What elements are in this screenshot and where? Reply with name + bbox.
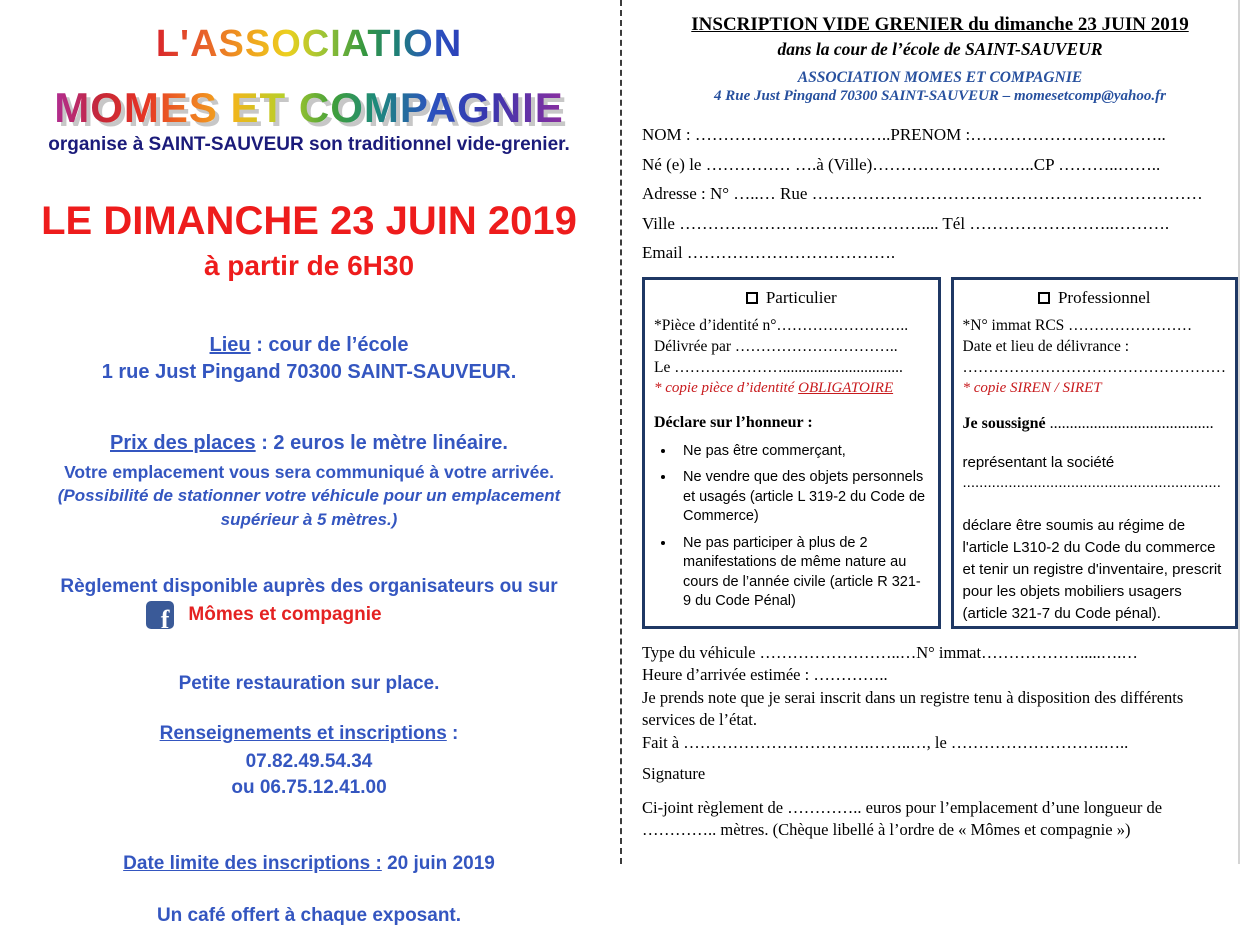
price-label: Prix des places	[110, 432, 256, 454]
societe-dots: ..............................................................	[962, 473, 1221, 491]
flyer-subtitle: organise à SAINT-SAUVEUR son traditionnel vide-grenier.	[48, 134, 570, 155]
field-nom-prenom: NOM : ……………………………..PRENOM :……………………………..	[642, 125, 1166, 144]
bullet-commercant: • Ne pas être commerçant,	[676, 442, 929, 462]
contact-block: Renseignements et inscriptions :	[159, 723, 459, 744]
form-title: INSCRIPTION VIDE GRENIER du dimanche 23 JUIN 2019	[691, 14, 1189, 35]
soussigne-line: Je soussigné .........................................	[962, 414, 1214, 432]
status-boxes	[642, 277, 1238, 629]
phone-number-1: 07.82.49.54.34	[245, 751, 373, 772]
parking-note: (Possibilité de stationner votre véhicule pour un emplacement supérieur à 5 mètres.)	[57, 486, 561, 529]
association-title-line2	[0, 66, 618, 135]
deadline-label: Date limite des inscriptions :	[123, 853, 382, 874]
rcs-line: *N° immat RCS ……………………	[962, 316, 1193, 334]
le-date-line: Le …………………...............................	[654, 358, 903, 376]
flyer-panel	[0, 0, 618, 926]
delivree-par-line: Délivrée par …………………………..	[654, 337, 898, 355]
copie-identite-note: * copie pièce d’identité OBLIGATOIRE	[654, 379, 894, 396]
signature-label: Signature	[642, 764, 706, 783]
event-date: LE DIMANCHE 23 JUIN 2019	[41, 199, 577, 243]
event-time: à partir de 6H30	[203, 250, 415, 281]
coffee-note: Un café offert à chaque exposant.	[156, 905, 462, 926]
location-line: Lieu : cour de l’école	[209, 334, 409, 356]
vehicle-line: Type du véhicule ……………………..…N° immat……………….....….…	[642, 642, 1138, 662]
facebook-row	[0, 601, 618, 634]
rainbow-title-2-shadow: MOMES ET COMPAGNIE	[58, 88, 568, 135]
bullet-objets-personnels: • Ne vendre que des objets personnels et usagés (article L 319-2 du Code de Commerce)	[676, 468, 929, 527]
deadline-line	[0, 853, 618, 875]
location-label: Lieu	[209, 334, 251, 356]
declare-regime-paragraph: déclare être soumis au régime de l'article L310-2 du Code du commerce et tenir un registre d'inventaire, prescrit pour les objets mobiliers usagers (article 321-7 du Code pénal).	[962, 516, 1222, 622]
dashed-cut-line	[620, 0, 622, 864]
particulier-header: Particulier	[654, 288, 929, 308]
deadline-value: 20 juin 2019	[381, 853, 495, 874]
rules-line: Règlement disponible auprès des organisateurs ou sur	[60, 576, 558, 597]
facebook-icon: f	[146, 601, 174, 629]
phone-number-2: ou 06.75.12.41.00	[231, 777, 387, 798]
form-association-address: 4 Rue Just Pingand 70300 SAINT-SAUVEUR – momesetcomp@yahoo.fr	[714, 88, 1166, 104]
arrival-time-line: Heure d’arrivée estimée : …………..	[642, 665, 888, 684]
declaration-bullet-list	[654, 442, 929, 612]
registration-form-panel	[642, 14, 1238, 842]
rainbow-title-1: L'ASSOCIATION	[155, 23, 463, 65]
professionnel-header: Professionnel	[963, 288, 1227, 308]
bottom-section	[642, 642, 1238, 842]
facebook-page-name: Mômes et compagnie	[188, 604, 382, 625]
societe-line: représentant la société	[962, 453, 1115, 471]
copie-siren-note: * copie SIREN / SIRET	[962, 379, 1102, 396]
delivrance-dots: ……………………………………………	[962, 358, 1226, 376]
association-title-line1	[0, 0, 618, 66]
placement-note: Votre emplacement vous sera communiqué à votre arrivée.	[64, 462, 554, 482]
fait-a-line: Fait à …………………………….……..…, le ……………………….…..	[642, 732, 1129, 752]
bullet-manifestations: • Ne pas participer à plus de 2 manifestations de même nature au cours de l’année civile (article R 321-9 du Code Pénal)	[676, 534, 929, 612]
piece-identite-line: *Pièce d’identité n°……………………..	[654, 316, 909, 334]
professionnel-checkbox	[1038, 292, 1050, 304]
location-address: 1 rue Just Pingand 70300 SAINT-SAUVEUR.	[101, 361, 517, 383]
particulier-box	[642, 277, 941, 629]
particulier-checkbox	[746, 292, 758, 304]
location-block	[0, 332, 618, 386]
field-naissance: Né (e) le …………… ….à (Ville)………………………..CP ………..……..	[642, 154, 1161, 174]
price-block	[0, 430, 618, 532]
declare-honneur-title: Déclare sur l’honneur :	[654, 413, 813, 431]
identity-fields	[642, 120, 1238, 268]
payment-note: Ci-joint règlement de ………….. euros pour l’emplacement d’une longueur de ………….. mètres. (Chèque libellé à l’ordre de « Mômes et compagnie »)	[642, 797, 1163, 839]
price-line: Prix des places : 2 euros le mètre linéaire.	[110, 432, 508, 454]
page-edge-line	[1238, 0, 1240, 864]
field-ville-tel: Ville ………………………….………….... Tél ……………………..……….	[642, 213, 1170, 233]
form-subtitle: dans la cour de l’école de SAINT-SAUVEUR	[777, 39, 1103, 59]
field-email: Email ……………………………….	[642, 243, 896, 262]
rainbow-title-2: MOMES ET COMPAGNIE MOMES ET COMPAGNIE	[54, 84, 568, 135]
delivrance-line: Date et lieu de délivrance :	[962, 337, 1130, 355]
register-note: Je prends note que je serai inscrit dans un registre tenu à disposition des différents services de l’état.	[642, 687, 1184, 729]
contact-label: Renseignements et inscriptions	[159, 723, 447, 744]
form-association-name: ASSOCIATION MOMES ET COMPAGNIE	[797, 69, 1083, 86]
food-note: Petite restauration sur place.	[178, 673, 440, 694]
field-adresse: Adresse : N° …..… Rue ……………………………………………………………	[642, 184, 1203, 203]
professionnel-box	[951, 277, 1239, 629]
